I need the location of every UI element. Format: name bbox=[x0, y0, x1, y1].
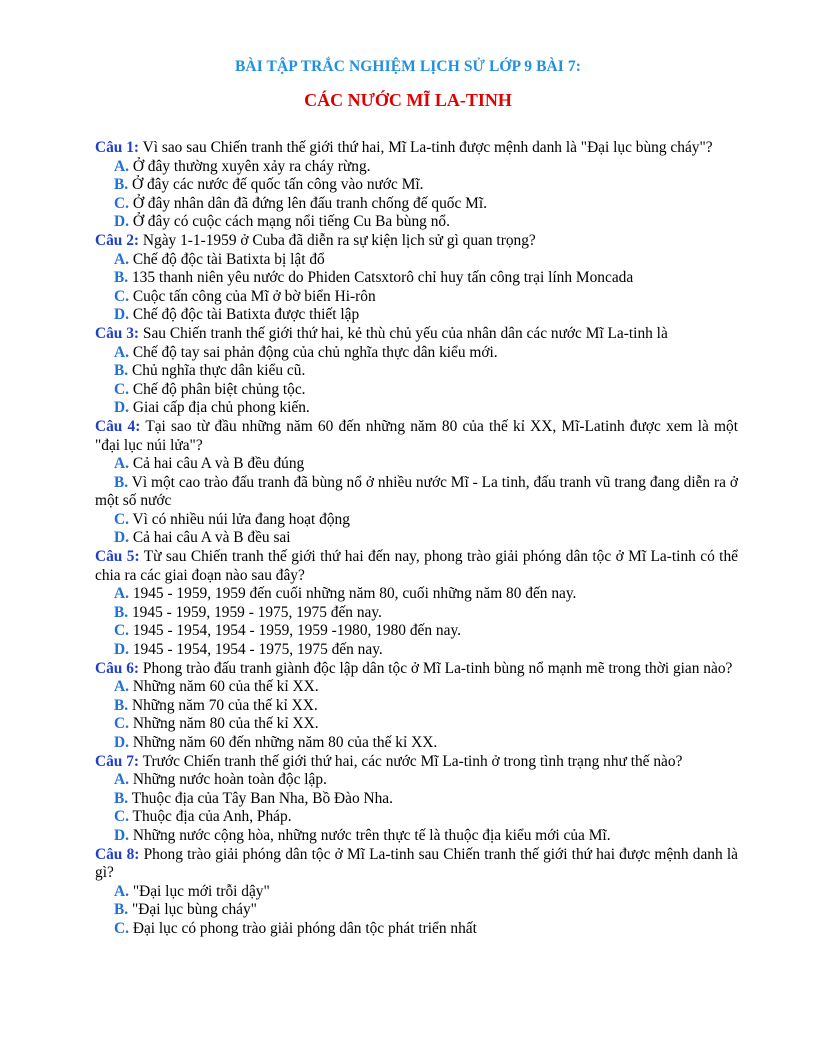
answer-option bbox=[95, 529, 738, 548]
document-subtitle: BÀI TẬP TRẮC NGHIỆM LỊCH SỬ LỚP 9 BÀI 7: bbox=[234, 58, 582, 75]
answer-option bbox=[95, 195, 738, 214]
answer-option bbox=[95, 641, 738, 660]
option-letter: C. bbox=[114, 808, 129, 826]
option-letter: D. bbox=[114, 399, 129, 417]
option-text: Thuộc địa của Anh, Pháp. bbox=[132, 808, 292, 826]
option-letter: D. bbox=[114, 734, 129, 751]
option-letter: A. bbox=[114, 157, 129, 175]
option-letter: A. bbox=[114, 678, 129, 696]
option-letter: A. bbox=[114, 585, 129, 603]
question-block bbox=[95, 660, 738, 753]
question-block bbox=[95, 325, 738, 418]
option-letter: C. bbox=[114, 715, 129, 733]
option-letter: B. bbox=[114, 603, 129, 621]
question-number: Câu 1: bbox=[95, 139, 140, 156]
question-text: Từ sau Chiến tranh thế giới thứ hai đến nay, phong trào giải phóng dân tộc ở Mĩ La-tinh có thể chia ra các giai đoạn nào sau đây? bbox=[95, 548, 738, 584]
option-letter: A. bbox=[114, 771, 129, 789]
question-text: Ngày 1-1-1959 ở Cuba đã diễn ra sự kiện lịch sử gì quan trọng? bbox=[142, 231, 536, 249]
question-number: Câu 2: bbox=[95, 231, 140, 249]
answer-option bbox=[95, 604, 738, 623]
question-stem bbox=[95, 139, 738, 158]
option-text: Những năm 60 đến những năm 80 của thế kỉ XX. bbox=[132, 734, 438, 751]
option-letter: C. bbox=[114, 622, 129, 640]
answer-option bbox=[95, 288, 738, 307]
answer-option bbox=[95, 585, 738, 604]
answer-option bbox=[95, 306, 738, 325]
option-text: Thuộc địa của Tây Ban Nha, Bồ Đào Nha. bbox=[131, 789, 393, 807]
answer-option bbox=[95, 697, 738, 716]
question-number: Câu 6: bbox=[95, 659, 140, 677]
option-text: Vì một cao trào đấu tranh đã bùng nổ ở nhiều nước Mĩ - La tinh, đấu tranh vũ trang đang diễn ra ở một số nước bbox=[95, 473, 738, 510]
question-block bbox=[95, 139, 738, 232]
question-block bbox=[95, 548, 738, 660]
answer-option bbox=[95, 381, 738, 400]
option-text: 1945 - 1959, 1959 đến cuối những năm 80, cuối những năm 80 đến nay. bbox=[132, 585, 577, 603]
option-letter: B. bbox=[114, 176, 129, 194]
option-text: Đại lục có phong trào giải phóng dân tộc phát triển nhất bbox=[132, 919, 477, 937]
option-text: 1945 - 1954, 1954 - 1975, 1975 đến nay. bbox=[132, 641, 383, 659]
answer-option bbox=[95, 269, 738, 288]
option-text: Ở đây có cuộc cách mạng nổi tiếng Cu Ba bùng nổ. bbox=[132, 213, 450, 231]
answer-option bbox=[95, 827, 738, 846]
option-text: Cuộc tấn công của Mĩ ở bờ biển Hi-rôn bbox=[132, 287, 376, 305]
question-text: Trước Chiến tranh thế giới thứ hai, các nước Mĩ La-tinh ở trong tình trạng như thế nào? bbox=[142, 752, 683, 770]
question-number: Câu 8: bbox=[95, 845, 140, 863]
option-letter: B. bbox=[114, 696, 129, 714]
question-number: Câu 3: bbox=[95, 324, 140, 342]
option-letter: C. bbox=[114, 380, 129, 398]
option-text: Chế độ độc tài Batixta được thiết lập bbox=[132, 306, 360, 324]
answer-option bbox=[95, 883, 738, 902]
option-text: 1945 - 1954, 1954 - 1959, 1959 -1980, 1980 đến nay. bbox=[132, 622, 461, 640]
question-stem bbox=[95, 548, 738, 585]
question-number: Câu 4: bbox=[95, 417, 141, 435]
answer-option bbox=[95, 176, 738, 195]
answer-option bbox=[95, 455, 738, 474]
question-block bbox=[95, 846, 738, 939]
option-letter: D. bbox=[114, 213, 129, 231]
option-letter: C. bbox=[114, 287, 129, 305]
option-text: 1945 - 1959, 1959 - 1975, 1975 đến nay. bbox=[131, 603, 382, 621]
option-text: Những nước cộng hòa, những nước trên thực tế là thuộc địa kiểu mới của Mĩ. bbox=[132, 826, 611, 844]
document-title: CÁC NƯỚC MĨ LA-TINH bbox=[304, 90, 512, 110]
answer-option bbox=[95, 808, 738, 827]
option-text: Cả hai câu A và B đều đúng bbox=[132, 455, 305, 473]
option-text: Ở đây nhân dân đã đứng lên đấu tranh chống đế quốc Mĩ. bbox=[132, 194, 487, 212]
question-stem bbox=[95, 753, 738, 772]
question-block bbox=[95, 232, 738, 325]
option-text: 135 thanh niên yêu nước do Phiden Catsxtorô chỉ huy tấn công trại lính Moncada bbox=[131, 269, 634, 287]
question-stem bbox=[95, 325, 738, 344]
option-letter: B. bbox=[114, 269, 129, 287]
answer-option bbox=[95, 715, 738, 734]
option-letter: A. bbox=[114, 882, 129, 900]
question-text: Tại sao từ đầu những năm 60 đến những năm 80 của thế kỉ XX, Mĩ-Latinh được xem là một "đại lục núi lửa"? bbox=[95, 417, 738, 454]
option-text: Chế độ phân biệt chủng tộc. bbox=[132, 380, 306, 398]
option-text: Ở đây các nước đế quốc tấn công vào nước Mĩ. bbox=[131, 176, 424, 194]
option-letter: B. bbox=[114, 473, 129, 491]
answer-option bbox=[95, 678, 738, 697]
option-letter: D. bbox=[114, 529, 129, 547]
option-text: Chế độ độc tài Batixta bị lật đổ bbox=[132, 250, 325, 268]
answer-option bbox=[95, 622, 738, 641]
option-text: Những năm 60 của thế kỉ XX. bbox=[132, 678, 319, 696]
question-block bbox=[95, 753, 738, 846]
option-text: Chủ nghĩa thực dân kiểu cũ. bbox=[131, 362, 306, 380]
option-letter: C. bbox=[114, 510, 129, 528]
option-letter: C. bbox=[114, 194, 129, 212]
question-stem bbox=[95, 660, 738, 679]
option-text: Những năm 70 của thế kỉ XX. bbox=[131, 696, 318, 714]
option-text: Chế độ tay sai phản động của chủ nghĩa thực dân kiểu mới. bbox=[132, 343, 498, 361]
question-number: Câu 7: bbox=[95, 752, 140, 770]
question-block bbox=[95, 418, 738, 548]
question-text: Phong trào giải phóng dân tộc ở Mĩ La-tinh sau Chiến tranh thế giới thứ hai được mệnh danh là gì? bbox=[95, 845, 738, 882]
question-text: Sau Chiến tranh thế giới thứ hai, kẻ thù chủ yếu của nhân dân các nước Mĩ La-tinh là bbox=[142, 324, 668, 342]
option-letter: D. bbox=[114, 641, 129, 659]
option-letter: D. bbox=[114, 306, 129, 324]
question-stem bbox=[95, 418, 738, 455]
option-letter: B. bbox=[114, 789, 129, 807]
option-text: Giai cấp địa chủ phong kiến. bbox=[132, 399, 310, 417]
option-text: Ở đây thường xuyên xảy ra cháy rừng. bbox=[132, 157, 371, 175]
option-letter: C. bbox=[114, 919, 129, 937]
option-text: "Đại lục bùng cháy" bbox=[131, 901, 257, 919]
option-letter: A. bbox=[114, 250, 129, 268]
answer-option bbox=[95, 213, 738, 232]
option-text: Cả hai câu A và B đều sai bbox=[132, 529, 291, 547]
answer-option bbox=[95, 734, 738, 753]
answer-option bbox=[95, 771, 738, 790]
answer-option bbox=[95, 511, 738, 530]
answer-option bbox=[95, 158, 738, 177]
option-letter: B. bbox=[114, 362, 129, 380]
option-letter: D. bbox=[114, 826, 129, 844]
answer-option bbox=[95, 362, 738, 381]
option-text: Những năm 80 của thế kỉ XX. bbox=[132, 715, 319, 733]
answer-option bbox=[95, 920, 738, 939]
answer-option bbox=[95, 251, 738, 270]
answer-option bbox=[95, 399, 738, 418]
answer-option bbox=[95, 474, 738, 511]
answer-option bbox=[95, 790, 738, 809]
question-text: Phong trào đấu tranh giành độc lập dân tộc ở Mĩ La-tinh bùng nổ mạnh mẽ trong thời gian nào? bbox=[142, 659, 733, 677]
question-stem bbox=[95, 232, 738, 251]
option-letter: B. bbox=[114, 901, 129, 919]
answer-option bbox=[95, 344, 738, 363]
option-text: Những nước hoàn toàn độc lập. bbox=[132, 771, 327, 789]
question-list bbox=[95, 139, 738, 939]
question-number: Câu 5: bbox=[95, 548, 140, 566]
question-text: Vì sao sau Chiến tranh thế giới thứ hai, Mĩ La-tinh được mệnh danh là "Đại lục bùng cháy"? bbox=[142, 139, 713, 156]
question-stem bbox=[95, 846, 738, 883]
option-letter: A. bbox=[114, 455, 129, 473]
option-letter: A. bbox=[114, 343, 129, 361]
answer-option bbox=[95, 901, 738, 920]
option-text: Vì có nhiều núi lửa đang hoạt động bbox=[132, 510, 350, 528]
option-text: "Đại lục mới trỗi dậy" bbox=[132, 882, 270, 900]
